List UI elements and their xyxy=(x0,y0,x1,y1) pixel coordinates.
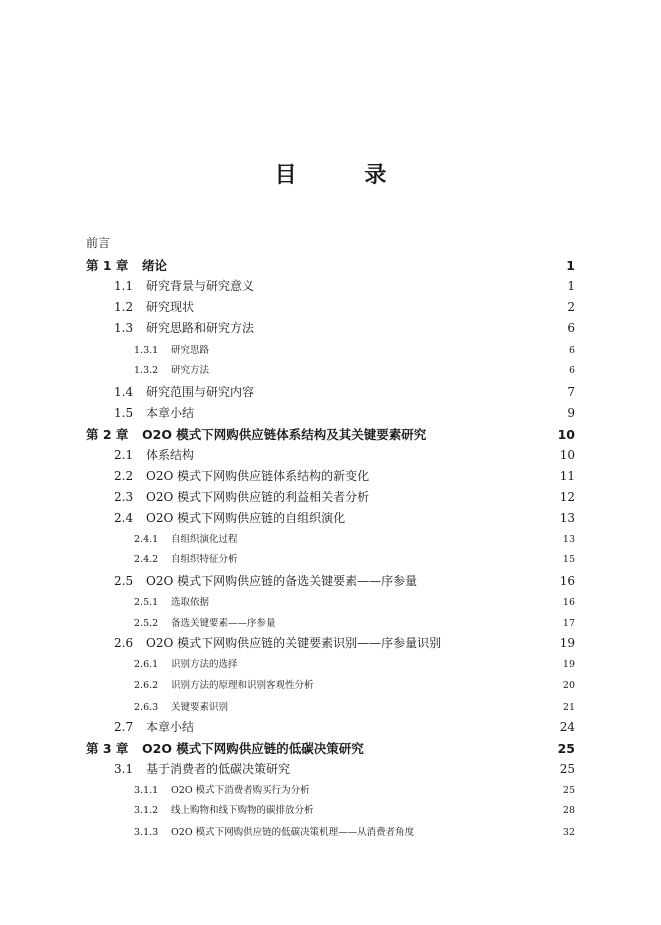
toc-entry[interactable] xyxy=(114,298,575,315)
toc-entry-number: 2.6.2 xyxy=(134,680,159,691)
toc-entry-label: O2O 模式下消费者购买行为分析 xyxy=(171,785,310,796)
toc-page-number: 6 xyxy=(568,365,575,376)
toc-entry-label: 线上购物和线下购物的碳排放分析 xyxy=(171,805,314,816)
toc-entry-number: 2.5 xyxy=(114,574,134,588)
toc-entry-label: 研究思路和研究方法 xyxy=(146,321,255,335)
toc-entry-number: 3.1.3 xyxy=(134,827,159,838)
toc-entry-label: 研究方法 xyxy=(171,365,210,376)
toc-page-number: 28 xyxy=(562,805,575,816)
toc-entry[interactable] xyxy=(86,739,575,757)
toc-entry[interactable] xyxy=(134,531,575,545)
toc-page-number: 13 xyxy=(562,534,575,545)
toc-entry[interactable] xyxy=(134,342,575,356)
toc-entry-number: 2.4.1 xyxy=(134,534,159,545)
toc-entry-number: 2.6.3 xyxy=(134,702,159,713)
toc-entry-label: 前言 xyxy=(86,236,111,250)
toc-entry-number: 1.3 xyxy=(114,321,134,335)
toc-page-number: 25 xyxy=(559,762,575,776)
toc-page-number: 16 xyxy=(562,597,575,608)
toc-entry-label: 绪论 xyxy=(142,258,168,273)
toc-page-number: 7 xyxy=(567,385,575,399)
toc-entry-number: 1.1 xyxy=(114,279,134,293)
toc-entry[interactable] xyxy=(114,446,575,463)
toc-entry[interactable] xyxy=(114,277,575,294)
toc-entry[interactable] xyxy=(134,824,575,838)
toc-entry-label: 识别方法的原理和识别客观性分析 xyxy=(171,680,314,691)
toc-page-number: 6 xyxy=(568,345,575,356)
toc-entry-label: 本章小结 xyxy=(146,406,195,420)
toc-entry-label: O2O 模式下网购供应链的关键要素识别——序参量识别 xyxy=(146,636,442,650)
toc-entry-label: 研究现状 xyxy=(146,300,195,314)
toc-entry-label: 自组织演化过程 xyxy=(171,534,238,545)
toc-entry-label: O2O 模式下网购供应链的备选关键要素——序参量 xyxy=(146,574,418,588)
toc-entry-number: 第 1 章 xyxy=(86,258,129,273)
toc-entry-number: 1.4 xyxy=(114,385,134,399)
toc-entry-number: 3.1 xyxy=(114,762,134,776)
toc-entry-number: 第 2 章 xyxy=(86,427,129,442)
toc-entry[interactable] xyxy=(114,319,575,336)
toc-page-number: 24 xyxy=(559,720,575,734)
toc-entry[interactable] xyxy=(114,488,575,505)
toc-entry-label: O2O 模式下网购供应链的利益相关者分析 xyxy=(146,490,370,504)
toc-entry-number: 1.2 xyxy=(114,300,134,314)
toc-entry-number: 1.3.1 xyxy=(134,345,159,356)
toc-entry-label: 备选关键要素——序参量 xyxy=(171,618,276,629)
toc-entry[interactable] xyxy=(134,656,575,670)
toc-page-number: 1 xyxy=(567,279,575,293)
toc-entry-number: 2.4.2 xyxy=(134,554,159,565)
toc-entry[interactable] xyxy=(134,677,575,691)
toc-entry[interactable] xyxy=(134,782,575,796)
toc-page-number: 12 xyxy=(559,490,575,504)
toc-entry[interactable] xyxy=(134,699,575,713)
toc-entry[interactable] xyxy=(114,760,575,777)
toc-page-number: 10 xyxy=(559,448,575,462)
toc-entry-number: 第 3 章 xyxy=(86,741,129,756)
toc-entry-label: 研究思路 xyxy=(171,345,210,356)
toc-entry-number: 2.5.1 xyxy=(134,597,159,608)
toc-entry-label: O2O 模式下网购供应链体系结构的新变化 xyxy=(146,469,370,483)
toc-entry-label: 选取依据 xyxy=(171,597,210,608)
toc-page-number: 11 xyxy=(559,469,575,483)
toc-preface[interactable] xyxy=(86,234,575,251)
toc-entry-number: 2.6.1 xyxy=(134,659,159,670)
toc-page-number: 20 xyxy=(562,680,575,691)
toc-entry-label: 关键要素识别 xyxy=(171,702,229,713)
toc-entry-number: 2.2 xyxy=(114,469,134,483)
toc-entry[interactable] xyxy=(134,594,575,608)
toc-entry-label: 研究范围与研究内容 xyxy=(146,385,255,399)
toc-entry-number: 3.1.1 xyxy=(134,785,159,796)
toc-entry-number: 2.5.2 xyxy=(134,618,159,629)
toc-entry-label: O2O 模式下网购供应链体系结构及其关键要素研究 xyxy=(142,427,427,442)
toc-entry-number: 1.3.2 xyxy=(134,365,159,376)
toc-page-number: 25 xyxy=(562,785,575,796)
toc-page-number: 13 xyxy=(559,511,575,525)
toc-entry[interactable] xyxy=(114,404,575,421)
toc-page-number: 21 xyxy=(562,702,575,713)
toc-page-number: 1 xyxy=(566,258,575,273)
toc-page-number: 25 xyxy=(557,741,575,756)
toc-entry[interactable] xyxy=(114,467,575,484)
toc-page-number: 15 xyxy=(562,554,575,565)
toc-page-number: 19 xyxy=(562,659,575,670)
toc-entry[interactable] xyxy=(134,802,575,816)
toc-entry[interactable] xyxy=(86,256,575,274)
toc-entry-label: 体系结构 xyxy=(146,448,195,462)
toc-entry-label: 本章小结 xyxy=(146,720,195,734)
toc-page-number: 16 xyxy=(559,574,575,588)
toc-entry-label: 识别方法的选择 xyxy=(171,659,238,670)
toc-entry-label: 自组织特征分析 xyxy=(171,554,238,565)
toc-entry[interactable] xyxy=(114,509,575,526)
toc-entry-label: O2O 模式下网购供应链的自组织演化 xyxy=(146,511,346,525)
toc-entry-number: 1.5 xyxy=(114,406,134,420)
toc-entry-number: 2.4 xyxy=(114,511,134,525)
toc-entry[interactable] xyxy=(114,634,575,651)
toc-entry[interactable] xyxy=(134,551,575,565)
toc-page-number: 10 xyxy=(557,427,575,442)
toc-page-number: 2 xyxy=(567,300,575,314)
toc-entry-label: 基于消费者的低碳决策研究 xyxy=(146,762,291,776)
toc-entry-number: 2.1 xyxy=(114,448,134,462)
toc-page-number: 32 xyxy=(562,827,575,838)
toc-entry-label: 研究背景与研究意义 xyxy=(146,279,255,293)
toc-page-number: 19 xyxy=(559,636,575,650)
toc-page-number: 17 xyxy=(562,618,575,629)
toc-entry-label: O2O 模式下网购供应链的低碳决策机理——从消费者角度 xyxy=(171,827,415,838)
toc-entry-label: O2O 模式下网购供应链的低碳决策研究 xyxy=(142,741,364,756)
toc-page-number: 9 xyxy=(567,406,575,420)
toc-entry[interactable] xyxy=(134,615,575,629)
toc-entry-number: 2.7 xyxy=(114,720,134,734)
toc-entry-number: 2.3 xyxy=(114,490,134,504)
toc-entry-number: 3.1.2 xyxy=(134,805,159,816)
toc-entry[interactable] xyxy=(114,572,575,589)
toc-entry[interactable] xyxy=(114,383,575,400)
toc-entry[interactable] xyxy=(86,425,575,443)
toc-page-number: 6 xyxy=(567,321,575,335)
page-title: 目 录 xyxy=(274,162,417,188)
toc-entry-number: 2.6 xyxy=(114,636,134,650)
toc-entry[interactable] xyxy=(114,718,575,735)
toc-entry[interactable] xyxy=(134,362,575,376)
